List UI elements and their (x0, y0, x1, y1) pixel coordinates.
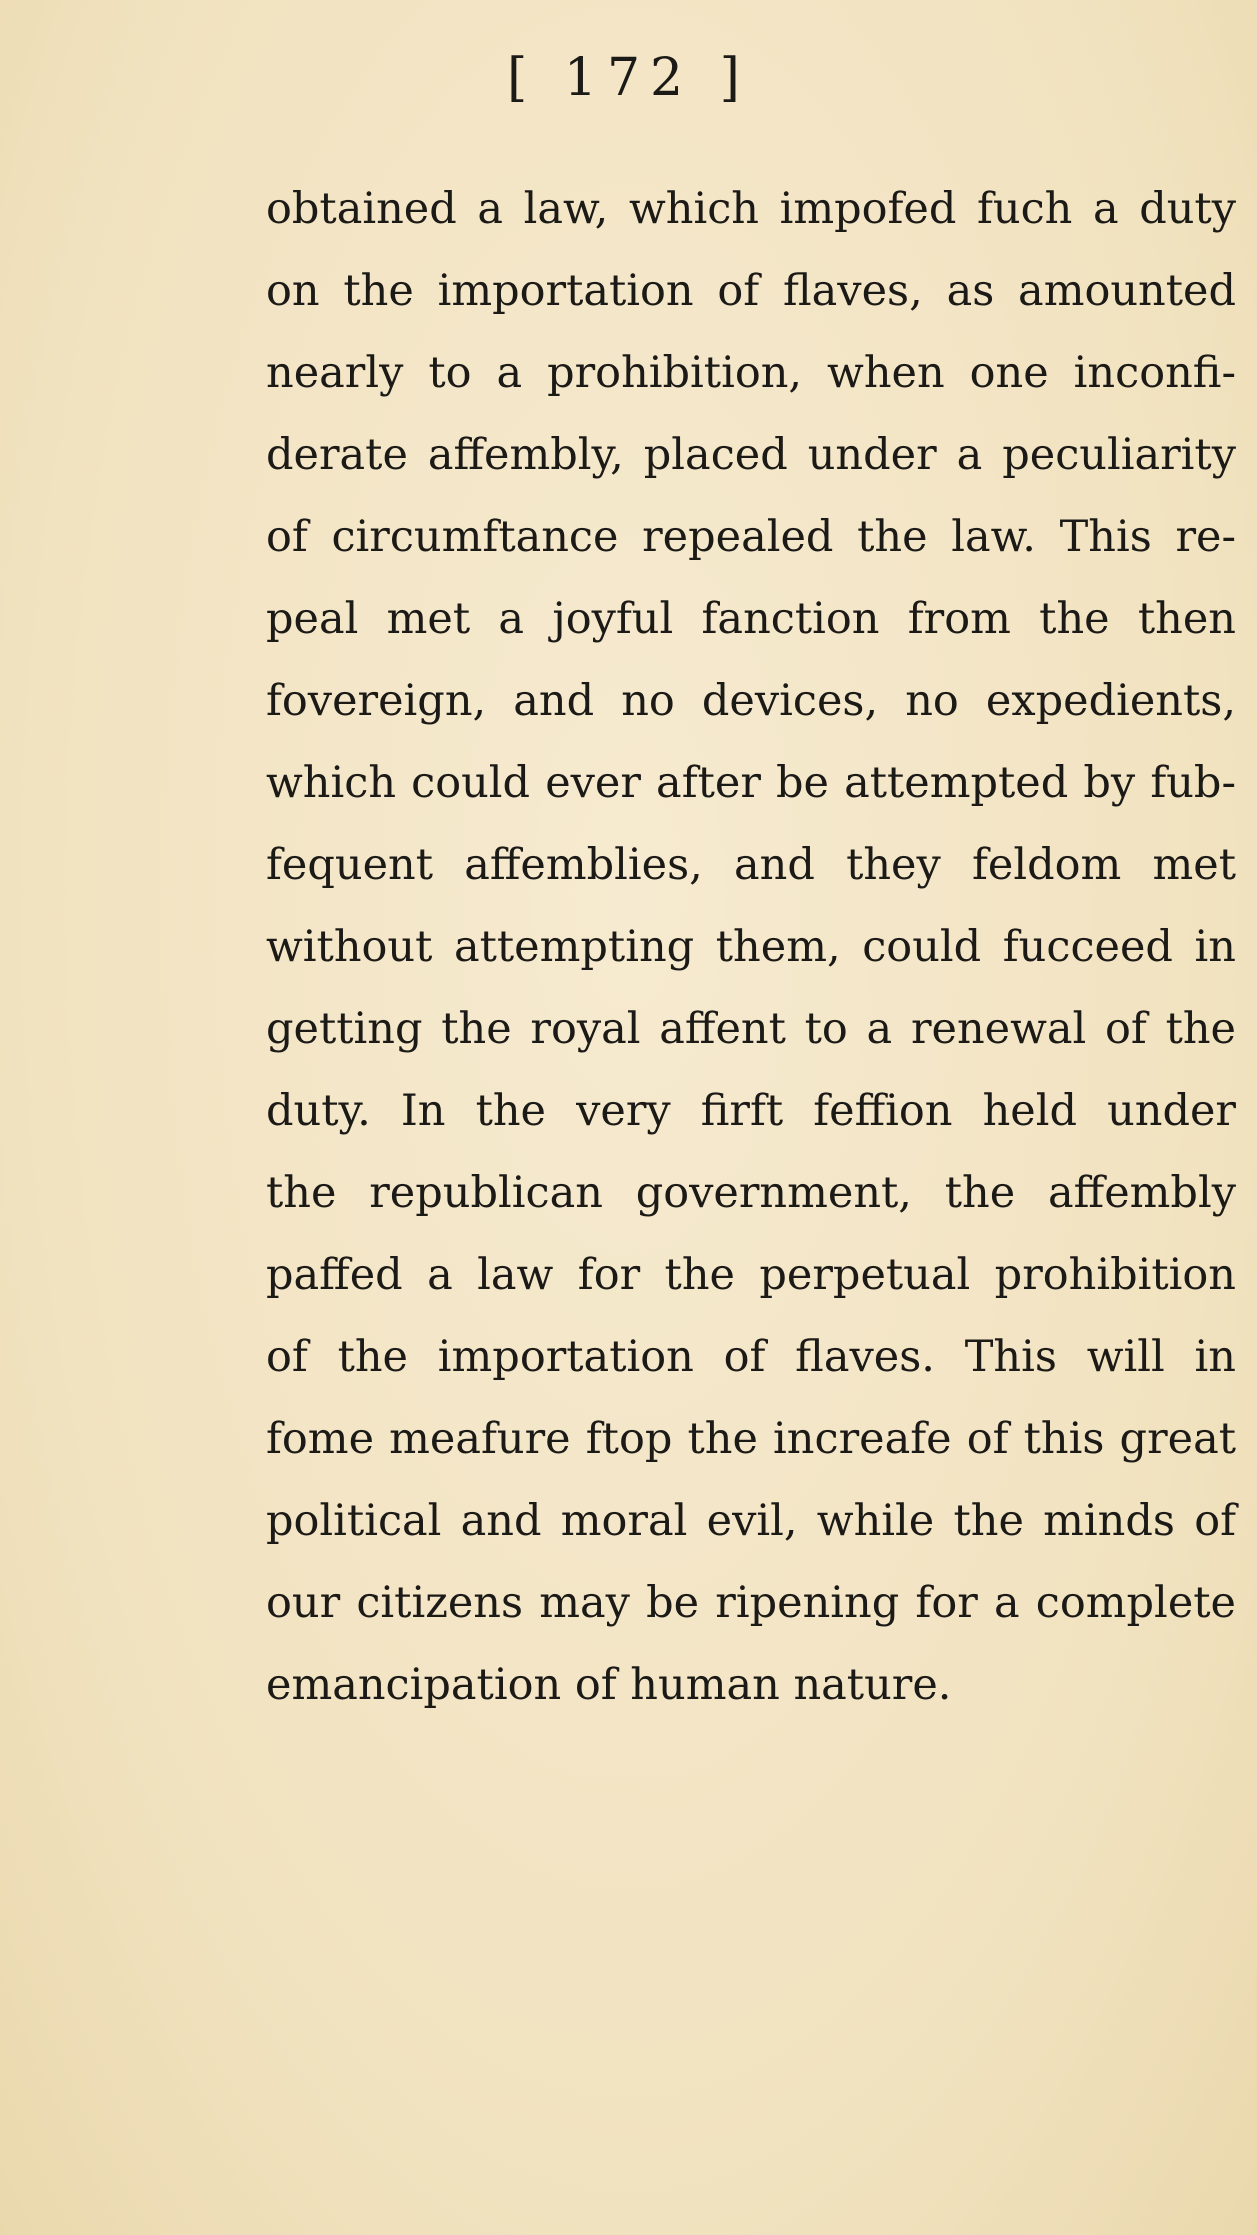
body-text (266, 168, 1236, 1726)
text-line: peal met a joyful fanction from the then (266, 594, 1236, 644)
text-line: which could ever after be attempted by fub- (266, 758, 1236, 808)
text-line: fome meafure ftop the increafe of this great (266, 1414, 1236, 1464)
text-line: of the importation of flaves. This will in (266, 1332, 1236, 1382)
page-number: [ 172 ] (507, 48, 750, 108)
text-line: obtained a law, which impofed fuch a duty (266, 184, 1236, 234)
text-line: emancipation of human nature. (266, 1660, 952, 1710)
text-line: fequent affemblies, and they feldom met (266, 840, 1236, 890)
text-line: nearly to a prohibition, when one inconfi- (266, 348, 1236, 398)
text-line: fovereign, and no devices, no expedients, (266, 676, 1236, 726)
text-line: of circumftance repealed the law. This re- (266, 512, 1236, 562)
text-line: getting the royal affent to a renewal of the (266, 1004, 1236, 1054)
text-line: paffed a law for the perpetual prohibition (266, 1250, 1236, 1300)
text-line: our citizens may be ripening for a complete (266, 1578, 1236, 1628)
text-line: on the importation of flaves, as amounted (266, 266, 1236, 316)
text-line: the republican government, the affembly (266, 1168, 1236, 1218)
text-line: derate affembly, placed under a peculiarity (266, 430, 1236, 480)
text-line: political and moral evil, while the minds of (266, 1496, 1236, 1546)
text-line: duty. In the very firft feffion held under (266, 1086, 1236, 1136)
text-line: without attempting them, could fucceed in (266, 922, 1236, 972)
